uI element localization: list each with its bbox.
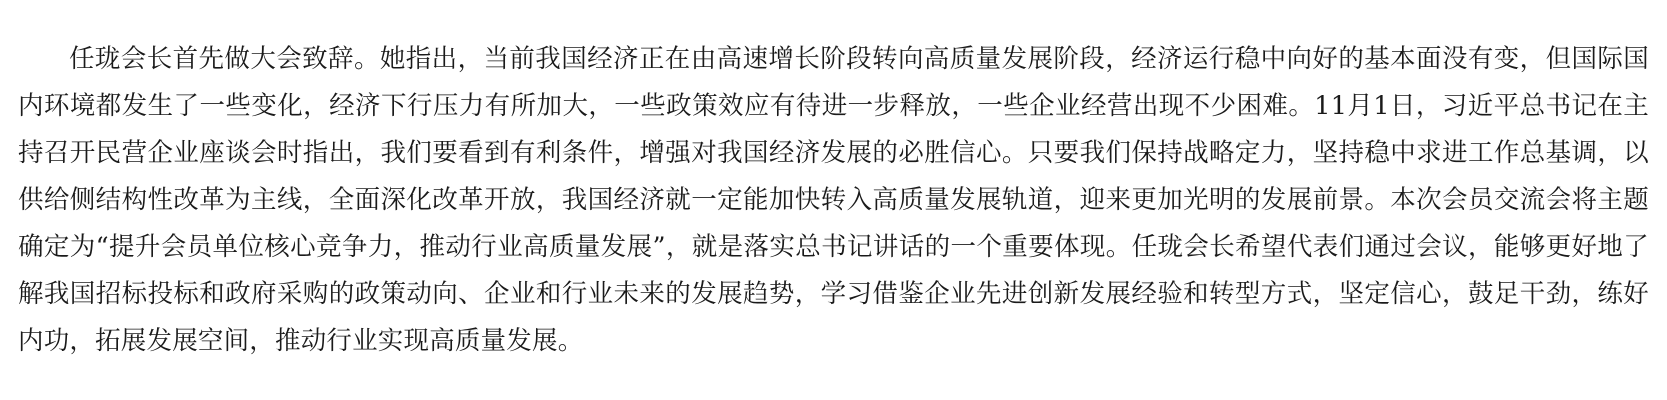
article-paragraph: 任珑会长首先做大会致辞。她指出，当前我国经济正在由高速增长阶段转向高质量发展阶段，经济运行稳中向好的基本面没有变，但国际国内环境都发生了一些变化，经济下行压力有所加大，一些政策效应有待进一步释放，一些企业经营出现不少困难。11月1日，习近平总书记在主持召开民营企业座谈会时指出，我们要看到有利条件，增强对我国经济发展的必胜信心。只要我们保持战略定力，坚持稳中求进工作总基调，以供给侧结构性改革为主线，全面深化改革开放，我国经济就一定能加快转入高质量发展轨道，迎来更加光明的发展前景。本次会员交流会将主题确定为“提升会员单位核心竞争力，推动行业高质量发展”，就是落实总书记讲话的一个重要体现。任珑会长希望代表们通过会议，能够更好地了解我国招标投标和政府采购的政策动向、企业和行业未来的发展趋势，学习借鉴企业先进创新发展经验和转型方式，坚定信心，鼓足干劲，练好内功，拓展发展空间，推动行业实现高质量发展。 [18, 43, 1649, 356]
